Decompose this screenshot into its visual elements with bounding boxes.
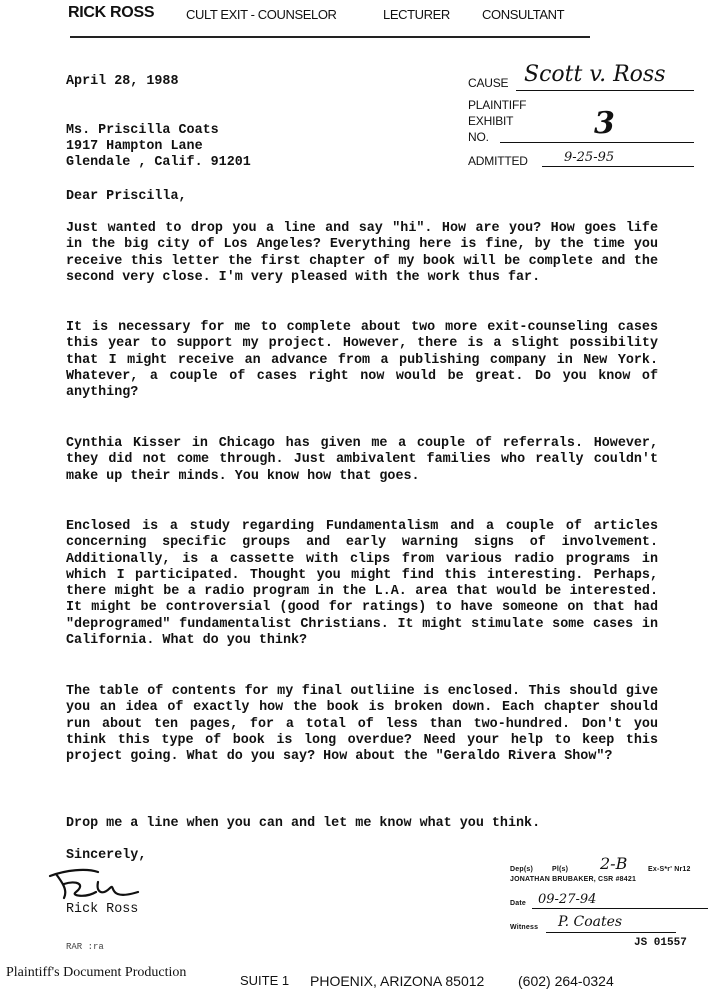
letterhead-name: RICK ROSS	[68, 4, 155, 21]
letterhead-role-counselor: CULT EXIT - COUNSELOR	[186, 7, 337, 22]
signature	[46, 862, 146, 906]
dep-date-value: 09-27-94	[538, 892, 597, 907]
letterhead-role-consultant: CONSULTANT	[482, 7, 565, 22]
initials: RAR :ra	[66, 942, 104, 952]
recipient-city: Glendale , Calif. 91201	[66, 155, 251, 170]
witness-label: Witness	[510, 924, 539, 931]
paragraph-1: Just wanted to drop you a line and say "hi". How are you? How goes life in the big city of Los Angeles? Everything here is fine, by the time you receive this letter the first chapter of my book will be complete and the second very close. I'm very pleased with the work thus far.	[66, 221, 658, 285]
footer-suite: SUITE 1	[240, 973, 290, 988]
paragraph-2: It is necessary for me to complete about two more exit-counseling cases this year to support my project. However, there is a slight possibility that I might receive an advance from a publishing company in New York. Whatever, a couple of cases right now would be great. Do you know of anything?	[66, 320, 658, 401]
footer-city: PHOENIX, ARIZONA 85012	[310, 973, 485, 989]
recipient-name: Ms. Priscilla Coats	[66, 123, 219, 138]
paragraph-6: Drop me a line when you can and let me know what you think.	[66, 816, 541, 831]
witness-underline	[546, 932, 676, 933]
salutation: Dear Priscilla,	[66, 189, 187, 204]
letterhead-role-lecturer: LECTURER	[383, 7, 450, 22]
deposition-stamp	[508, 852, 708, 934]
admitted-underline	[542, 166, 694, 167]
closing: Sincerely,	[66, 848, 147, 863]
paragraph-4: Enclosed is a study regarding Fundamentalism and a couple of articles concerning specific groups and early warning signs of involvement. Additionally, is a cassette with clips from various radio programs in which I participated. Thought you might find this interesting. Perhaps, there might be a radio program in the L.A. area that would be interested. It might be controversial (good for ratings) to have someone on that had "deprogramed" fundamentalist Christians. It might stimulate some cases in California. What do you think?	[66, 519, 658, 649]
no-underline	[500, 142, 694, 143]
cause-value: Scott v. Ross	[524, 62, 666, 87]
signer-name: Rick Ross	[66, 902, 139, 917]
dep-exhibit-label: Ex-S*r' Nr12	[648, 866, 691, 873]
footer-phone: (602) 264-0324	[518, 973, 614, 989]
reporter: JONATHAN BRUBAKER, CSR #8421	[510, 876, 637, 883]
bates-number: JS 01557	[634, 937, 687, 949]
exhibit-label: EXHIBIT	[468, 114, 514, 128]
cause-label: CAUSE	[468, 76, 509, 90]
letterhead-rule	[70, 36, 590, 38]
dep-date-label: Date	[510, 900, 526, 907]
production-label: Plaintiff's Document Production	[6, 965, 187, 980]
no-label: NO.	[468, 130, 489, 144]
exhibit-stamp	[466, 62, 696, 174]
admitted-value: 9-25-95	[564, 150, 615, 165]
paragraph-5: The table of contents for my final outliine is enclosed. This should give you an idea of exactly how the book is broken down. Each chapter should run about ten pages, for a total of less than two-hundred. Don't you think this type of book is long overdue? Need your help to keep this project going. What do you say? How about the "Geraldo Rivera Show"?	[66, 684, 658, 765]
dep-date-underline	[532, 908, 708, 909]
dep-label: Dep(s)	[510, 866, 533, 873]
pl-label: Pl(s)	[552, 866, 569, 873]
witness-value: P. Coates	[558, 914, 623, 930]
plaintiff-label: PLAINTIFF	[468, 98, 527, 112]
cause-underline	[516, 90, 694, 91]
exhibit-number: 3	[594, 106, 615, 141]
dep-number: 2-B	[600, 854, 628, 873]
paragraph-3: Cynthia Kisser in Chicago has given me a couple of referrals. However, they did not come through. Just ambivalent families who really couldn't make up their minds. You know how that goes.	[66, 436, 658, 484]
admitted-label: ADMITTED	[468, 154, 528, 168]
letter-date: April 28, 1988	[66, 74, 179, 89]
recipient-street: 1917 Hampton Lane	[66, 139, 203, 154]
